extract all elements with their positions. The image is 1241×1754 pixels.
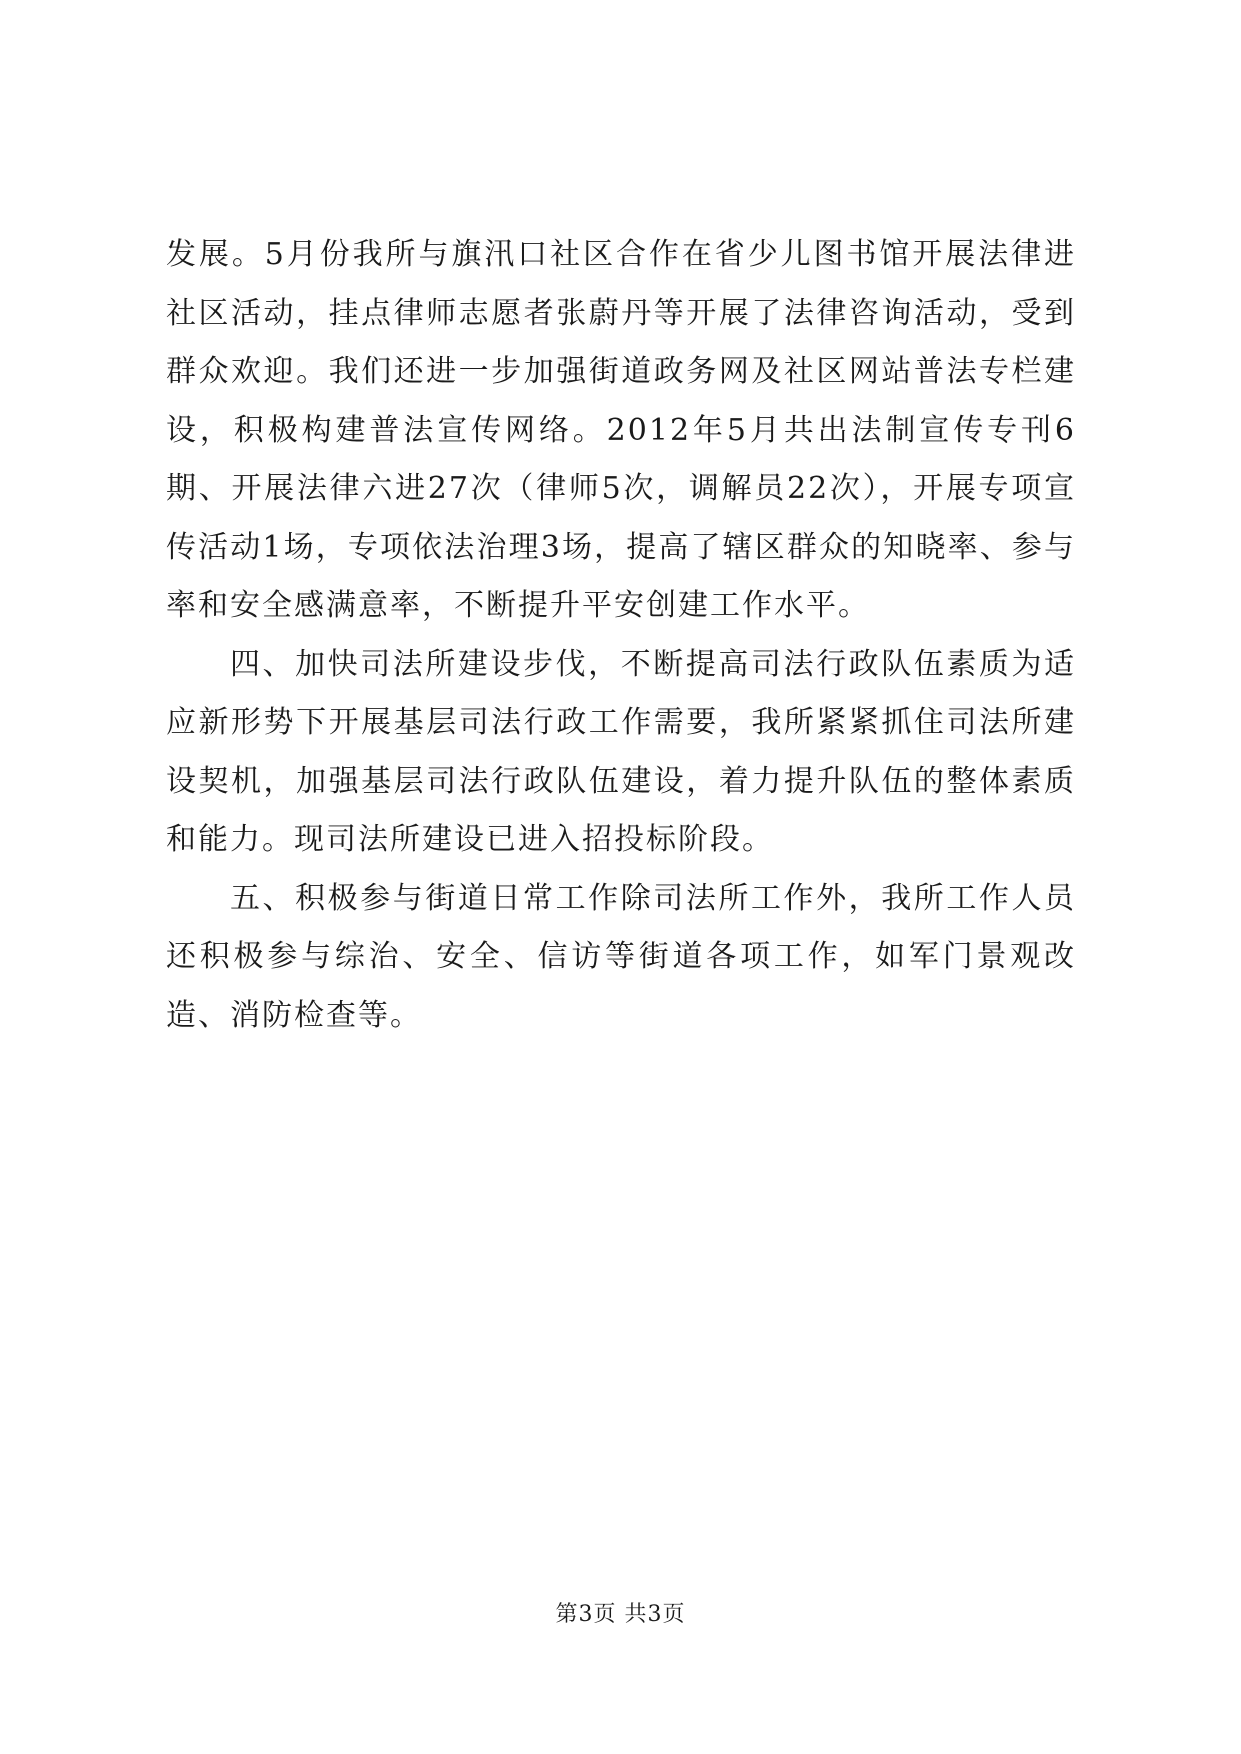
paragraph-section-four: 四、加快司法所建设步伐，不断提高司法行政队伍素质为适应新形势下开展基层司法行政工作需要，我所紧紧抓住司法所建设契机，加强基层司法行政队伍建设，着力提升队伍的整体素质和能力。现司法所建设已进入招投标阶段。 — [166, 646, 1076, 857]
paragraph-section-five: 五、积极参与街道日常工作除司法所工作外，我所工作人员还积极参与综治、安全、信访等街道各项工作，如军门景观改造、消防检查等。 — [166, 880, 1076, 1033]
paragraph-continuation: 发展。5月份我所与旗汛口社区合作在省少儿图书馆开展法律进社区活动，挂点律师志愿者张蔚丹等开展了法律咨询活动，受到群众欢迎。我们还进一步加强街道政务网及社区网站普法专栏建设，积极构建普法宣传网络。2012年5月共出法制宣传专刊6期、开展法律六进27次（律师5次，调解员22次），开展专项宣传活动1场，专项依法治理3场，提高了辖区群众的知晓率、参与率和安全感满意率，不断提升平安创建工作水平。 — [166, 237, 1076, 623]
page-number-footer: 第3页 共3页 — [555, 1602, 686, 1627]
document-body — [166, 226, 1076, 1045]
